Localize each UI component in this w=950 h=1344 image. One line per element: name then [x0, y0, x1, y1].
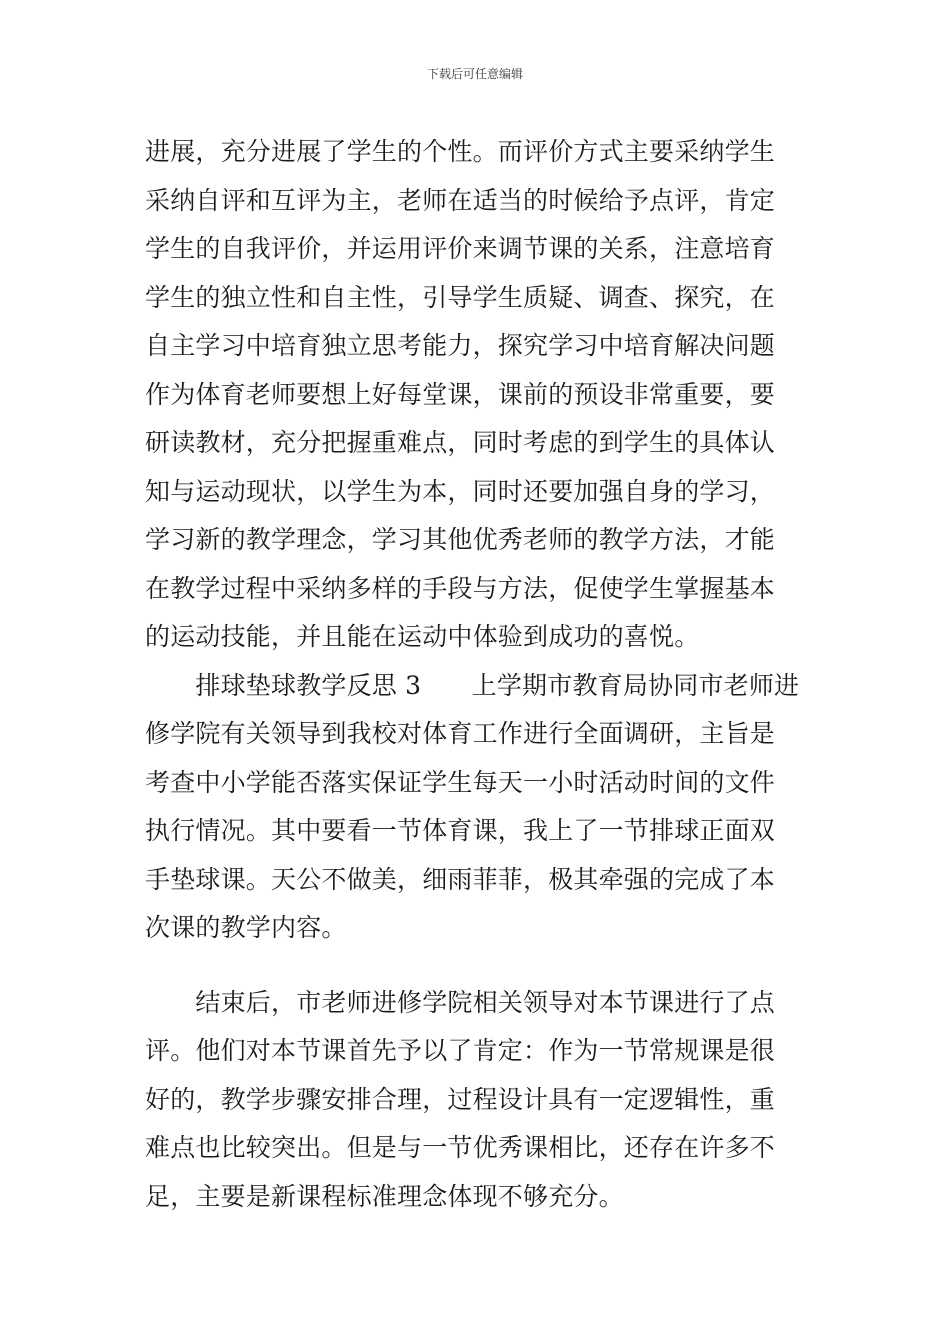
text-line: 在教学过程中采纳多样的手段与方法，促使学生掌握基本 [145, 573, 776, 603]
text-line: 结束后，市老师进修学院相关领导对本节课进行了点 [145, 987, 776, 1017]
text-line: 进展，充分进展了学生的个性。而评价方式主要采纳学生 [145, 137, 776, 166]
paragraph-gap [145, 953, 825, 979]
text-line: 学生的自我评价，并运用评价来调节课的关系，注意培育 [145, 234, 776, 263]
text-line: 评。他们对本节课首先予以了肯定：作为一节常规课是很 [145, 1036, 776, 1065]
text-line: 手垫球课。天公不做美，细雨菲菲，极其牵强的完成了本 [145, 864, 776, 894]
text-line: 次课的教学内容。 [145, 913, 347, 942]
text-line: 研读教材，充分把握重难点，同时考虑的到学生的具体认 [145, 428, 776, 457]
text-line: 知与运动现状，以学生为本，同时还要加强自身的学习， [145, 476, 776, 506]
text-line: 修学院有关领导到我校对体育工作进行全面调研，主旨是 [145, 719, 776, 748]
text-line: 的运动技能，并且能在运动中体验到成功的喜悦。 [145, 622, 700, 651]
paragraph-block-2 [145, 979, 825, 1222]
text-line: 排球垫球教学反思 3 上学期市教育局协同市老师进 [145, 670, 800, 700]
text-line: 足，主要是新课程标准理念体现不够充分。 [145, 1181, 624, 1211]
text-line: 难点也比较突出。但是与一节优秀课相比，还存在许多不 [145, 1133, 776, 1162]
document-body [145, 128, 825, 1221]
text-line: 自主学习中培育独立思考能力，探究学习中培育解决问题 [145, 331, 776, 360]
paragraph-block-1 [145, 128, 825, 953]
text-line: 学习新的教学理念，学习其他优秀老师的教学方法，才能 [145, 525, 776, 554]
page-header: 下载后可任意编辑 [426, 67, 523, 81]
text-line: 好的，教学步骤安排合理，过程设计具有一定逻辑性，重 [145, 1084, 776, 1114]
text-line: 采纳自评和互评为主，老师在适当的时候给予点评，肯定 [145, 185, 776, 215]
text-line: 学生的独立性和自主性，引导学生质疑、调查、探究，在 [145, 282, 776, 312]
text-line: 考查中小学能否落实保证学生每天一小时活动时间的文件 [145, 767, 776, 797]
text-line: 作为体育老师要想上好每堂课，课前的预设非常重要，要 [145, 379, 776, 409]
text-line: 执行情况。其中要看一节体育课，我上了一节排球正面双 [145, 816, 776, 845]
